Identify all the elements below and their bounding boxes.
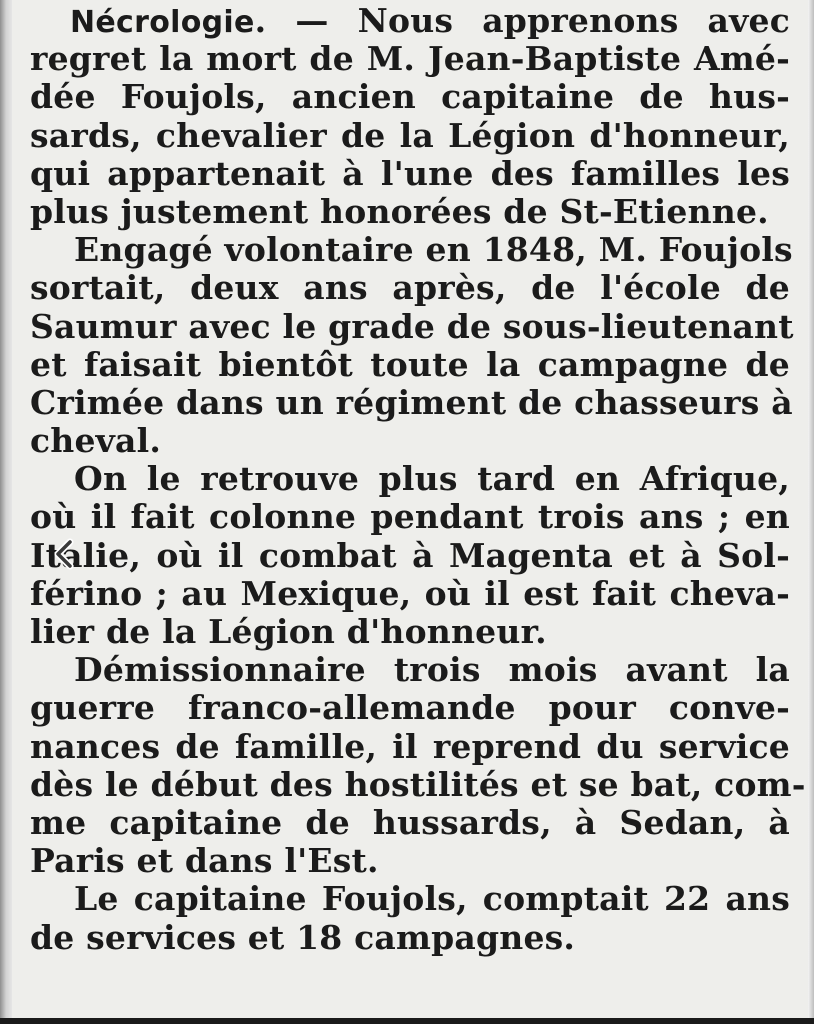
article-line: et faisait bientôt toute la campagne de	[30, 344, 790, 384]
article-line: férino ; au Mexique, où il est fait cheva-	[30, 573, 790, 613]
article-line: Démissionnaire trois mois avant la	[74, 650, 790, 690]
article-line: sards, chevalier de la Légion d'honneur,	[30, 115, 790, 155]
article-line: dès le début des hostilités et se bat, com-	[30, 764, 806, 804]
article-line: nances de famille, il reprend du service	[30, 726, 790, 766]
article-line	[30, 2, 790, 40]
article-line: guerre franco-allemande pour conve-	[30, 688, 790, 728]
article-line-text: . — Nous apprenons avec	[254, 1, 790, 40]
article-line: Le capitaine Foujols, comptait 22 ans	[74, 879, 790, 919]
article-line: Saumur avec le grade de sous-lieutenant	[30, 306, 794, 346]
article-line: dée Foujols, ancien capitaine de hus-	[30, 77, 790, 117]
article-line: Crimée dans un régiment de chasseurs à	[30, 382, 793, 422]
page-edge	[808, 0, 814, 1024]
chevron-left-icon-graphic	[46, 536, 82, 572]
article-line: Italie, où il combat à Magenta et à Sol-	[30, 535, 790, 575]
bottom-border	[0, 1018, 814, 1024]
article-line: qui appartenait à l'une des familles les	[30, 153, 790, 193]
article-line: On le retrouve plus tard en Afrique,	[74, 459, 790, 499]
article-line: sortait, deux ans après, de l'école de	[30, 268, 790, 308]
article-line: lier de la Légion d'honneur.	[30, 612, 547, 651]
article-line: où il fait colonne pendant trois ans ; en	[30, 497, 790, 537]
article-line: Paris et dans l'Est.	[30, 841, 379, 881]
article-line: me capitaine de hussards, à Sedan, à	[30, 802, 790, 842]
obituary-article	[30, 1, 806, 957]
article-heading: Nécrologie	[70, 5, 255, 40]
article-line: Engagé volontaire en 1848, M. Foujols	[74, 230, 793, 270]
article-line: de services et 18 campagnes.	[30, 917, 576, 957]
article-line: cheval.	[30, 421, 162, 461]
chevron-left-icon[interactable]	[46, 536, 82, 572]
article-line: regret la mort de M. Jean-Baptiste Amé-	[30, 39, 790, 79]
article-line: plus justement honorées de St-Etienne.	[30, 191, 769, 231]
